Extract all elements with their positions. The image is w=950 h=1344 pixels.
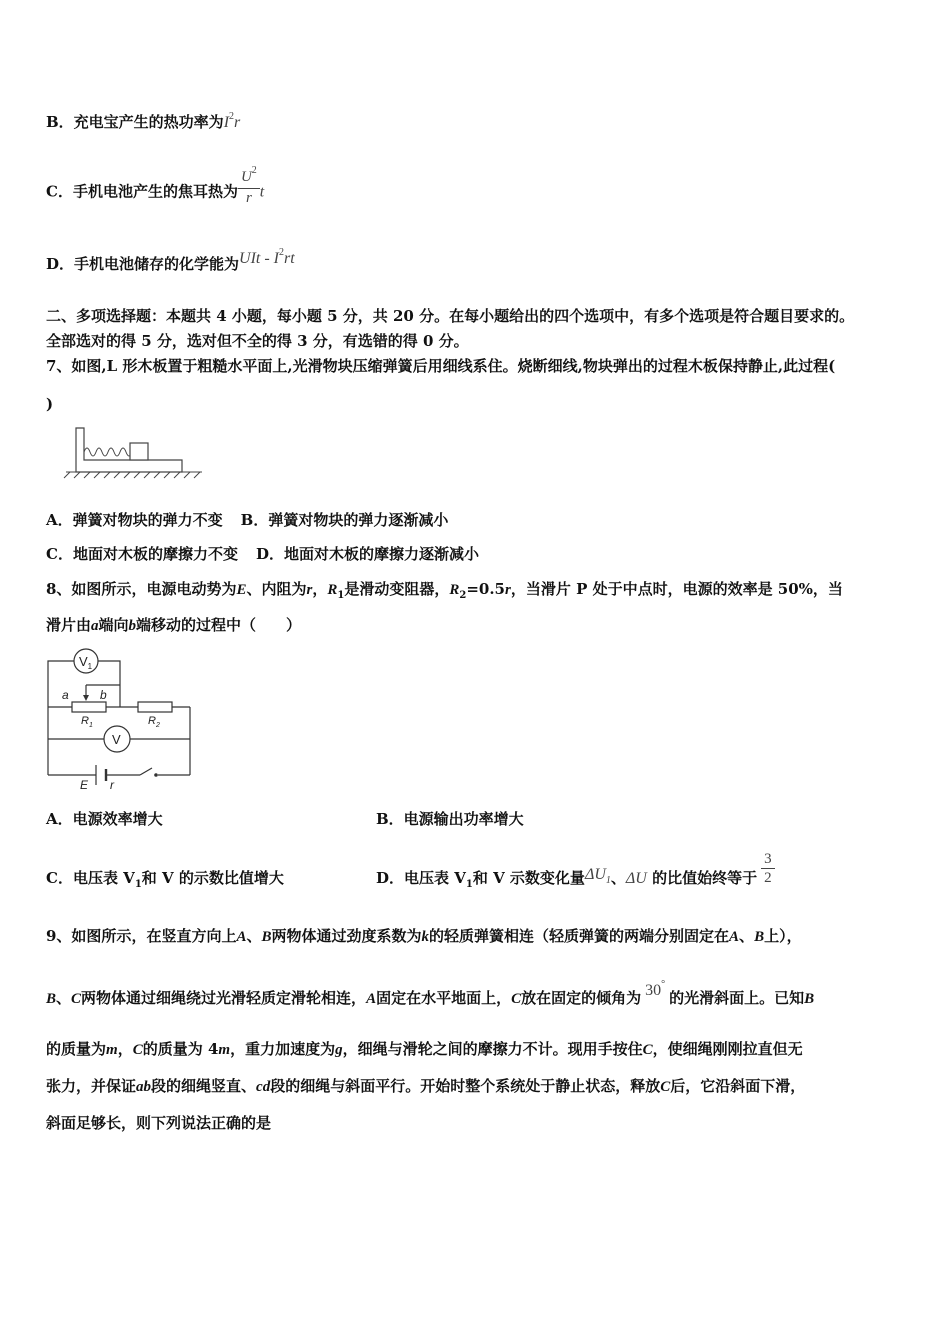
q7-option-c: C．地面对木板的摩擦力不变 (46, 545, 238, 563)
q8-stem-line2: 滑片由a端向b端移动的过程中（ ） (46, 616, 302, 634)
ratio-fraction: $\frac{3}{2}$ (761, 850, 775, 887)
q6-option-d (46, 247, 295, 277)
option-d-text: D．手机电池储存的化学能为 (46, 255, 240, 273)
ground-hatch (64, 472, 202, 478)
section2-line1: 二、多项选择题：本题共 4 小题，每小题 5 分，共 20 分。在每小题给出的四个选项中，有多个选项是符合题目要求的。 (46, 307, 855, 325)
q9-stem-line3: 的质量为m，C的质量为 4m，重力加速度为g，细绳与滑轮之间的摩擦力不计。现用手按住C，使细绳刚刚拉直但无 (46, 1040, 803, 1058)
q8-stem-line1: 8、如图所示，电源电动势为E、内阻为r，$R_1$是滑动变阻器，$R_2=0.5r$，当滑片 P 处于中点时，电源的效率是 50%，当 (46, 580, 843, 601)
q7-option-b: B．弹簧对物块的弹力逐渐减小 (240, 511, 449, 529)
energy-formula: UIt - $I^2rt$ (239, 247, 295, 267)
svg-text:R1: $R_1$ (81, 715, 93, 729)
svg-text:b: b (100, 688, 107, 702)
q9-stem-line2: B、C两物体通过细绳绕过光滑轻质定滑轮相连，A固定在水平地面上，C放在固定的倾角为 30°的光滑斜面上。已知B (46, 979, 815, 1007)
q8-option-d: D．电压表 $V_1$和 V 示数变化量$\Delta U_1$、ΔU 的比值始终等于 $\frac{3}{2}$ (376, 868, 775, 891)
q8-option-a: A．电源效率增大 (46, 810, 163, 828)
svg-text:a: a (62, 688, 69, 702)
q7-figure (62, 424, 206, 480)
svg-text:r: r (110, 778, 114, 792)
section2-line2: 全部选对的得 5 分，选对但不全的得 3 分，有选错的得 0 分。 (46, 332, 469, 350)
svg-text:V: V (112, 732, 121, 747)
svg-text:R2: $R_2$ (148, 715, 160, 729)
q7-option-d: D．地面对木板的摩擦力逐渐减小 (255, 545, 479, 563)
power-formula: $I^2r$ (223, 111, 241, 131)
spring (84, 448, 132, 456)
svg-text:V1: $V_1$ (79, 654, 93, 671)
q7-options-ab (46, 510, 448, 530)
q9-stem-line4: 张力，并保证ab段的细绳竖直、cd段的细绳与斜面平行。开始时整个系统处于静止状态，释放C后，它沿斜面下滑， (46, 1077, 806, 1095)
q6-option-b (46, 112, 240, 135)
heat-fraction: $\frac{U^2}{r}$ (238, 168, 260, 207)
q9-stem-line1: 9、如图所示，在竖直方向上A、B两物体通过劲度系数为k的轻质弹簧相连（轻质弹簧的两端分别固定在A、B上）， (46, 927, 802, 945)
q8-option-c: C．电压表 $V_1$和 V 的示数比值增大 (46, 869, 284, 890)
q9-stem-line5: 斜面足够长，则下列说法正确的是 (46, 1114, 272, 1132)
q6-option-c (46, 165, 265, 207)
q8-option-b: B．电源输出功率增大 (376, 810, 524, 828)
q7-options-cd (46, 544, 479, 564)
block (130, 443, 148, 460)
q7-stem-line2: ) (46, 395, 54, 413)
angle-value: 30° (645, 979, 666, 999)
option-c-text: C．手机电池产生的焦耳热为 (46, 182, 238, 201)
q8-circuit (44, 647, 196, 793)
time-var: t (259, 183, 265, 201)
q7-option-a: A．弹簧对物块的弹力不变 (46, 511, 223, 529)
q7-stem-line1: 7、如图,L 形木板置于粗糙水平面上,光滑物块压缩弹簧后用细线系住。烧断细线,物块弹出的过程木板保持静止,此过程( (46, 357, 836, 375)
option-b-text: B．充电宝产生的热功率为 (46, 113, 224, 131)
l-board (76, 428, 182, 472)
svg-text:E: E (80, 778, 89, 792)
